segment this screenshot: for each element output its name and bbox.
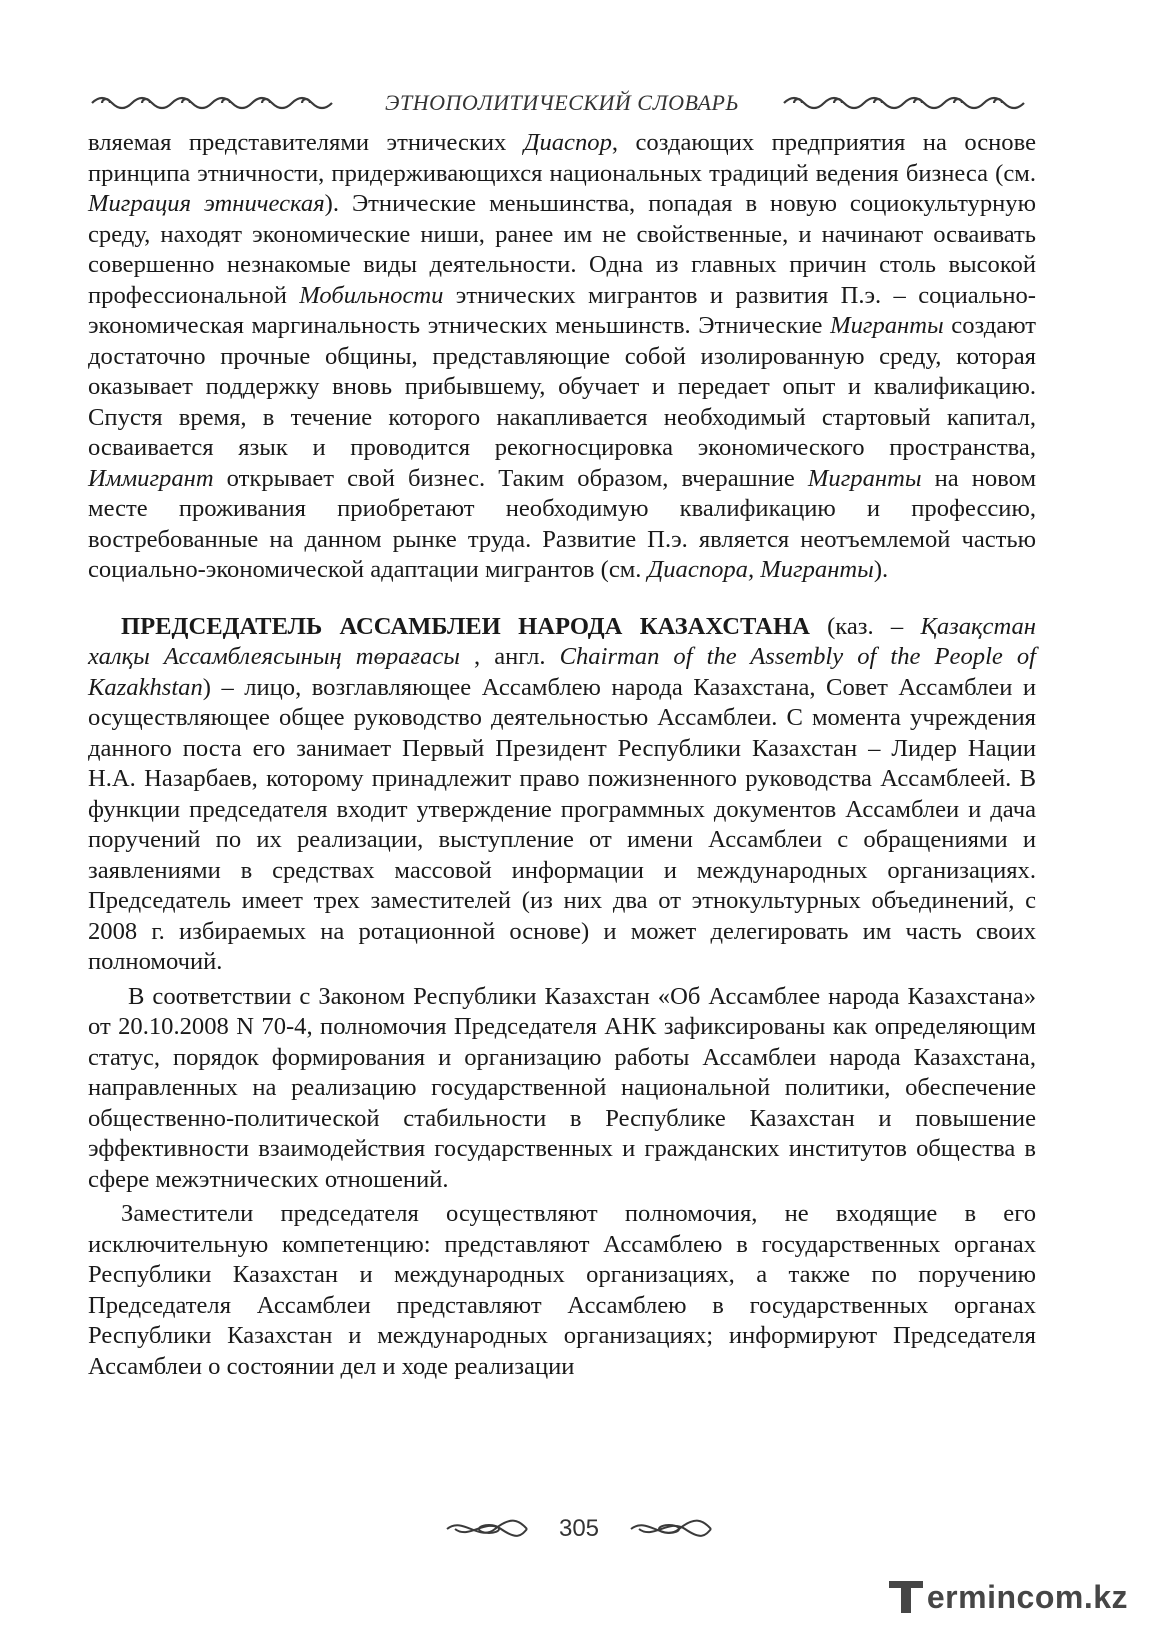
italic-term: Мобильности bbox=[299, 281, 444, 309]
italic-term: Диаспора, Мигранты bbox=[647, 556, 874, 583]
watermark-text: ermincom.kz bbox=[926, 1578, 1128, 1615]
text-run: , создающих предприятия на основе принципа этничности, придерживающихся национальных традиций ведения бизнеса (см. bbox=[88, 129, 1036, 187]
ornament-right-icon bbox=[780, 92, 1036, 114]
entry-chairman-assembly bbox=[88, 612, 1036, 978]
text-run: на новом месте проживания приобретают необходимую квалификацию и профессию, востребованные на данном рынке труда. Развитие П.э. является неотъемлемой частью социально-экономической адаптации мигрантов (см. bbox=[88, 464, 1037, 583]
flourish-left-icon bbox=[445, 1518, 529, 1540]
italic-term: Chairman of the Assembly of the People of Kazakhstan bbox=[88, 643, 1037, 701]
italic-term: Иммигрант bbox=[88, 464, 214, 492]
text-run: ). Этнические меньшинства, попадая в новую социокультурную среду, находят экономические ниши, ранее им не свойственные, и начинают осваивать совершенно незнакомые виды деятельности. Одна из главных причин столь высокой профессиональной bbox=[88, 190, 1036, 309]
italic-term: Қазақстан халқы Ассамблеясының төрағасы bbox=[88, 612, 1036, 670]
flourish-right-icon bbox=[629, 1518, 713, 1540]
text-run: ) – лицо, возглавляющее Ассамблею народа Казахстана, Совет Ассамблеи и осуществляющее общее руководство деятельностью Ассамблеи. С момента учреждения данного поста его занимает Первый Президент Республики Казахстан – Лидер Нации Н.А. Назарбаев, которому принадлежит право пожизненного руководства Ассамблеей. В функции председателя входит утверждение программных документов Ассамблеи и дача поручений по их реализации, выступление от имени Ассамблеи с обращениями и заявлениями в средствах массовой информации и международных организациях. Председатель имеет трех заместителей (из них два от этнокультурных объединений, с 2008 г. избираемых на ротационной основе) и может делегировать им часть своих полномочий. bbox=[88, 673, 1036, 975]
text-run: открывает свой бизнес. Таким образом, вчерашние bbox=[213, 464, 808, 492]
page-number: 305 bbox=[558, 1515, 600, 1542]
dictionary-text bbox=[88, 128, 1036, 1382]
page-footer bbox=[0, 1515, 1158, 1543]
text-run: (каз. – bbox=[809, 612, 921, 640]
paragraph-continuation bbox=[88, 128, 1036, 586]
text-run: ). bbox=[873, 556, 889, 583]
text-run: создают достаточно прочные общины, представляющие собой изолированную среду, которая оказывает поддержку вновь прибывшему, обучает и передает опыт и квалификацию. Спустя время, в течение которого накапливается необходимый стартовый капитал, осваивается язык и проводится рекогносцировка экономического пространства, bbox=[88, 312, 1036, 461]
text-run: В соответствии с Законом Республики Казахстан «Об Ассамблее народа Казахстана» от 20.10.2008 N 70-4, полномочия Председателя АНК зафиксированы как определяющим статус, порядок формирования и организацию работы Ассамблеи народа Казахстана, направленных на реализацию государственной национальной политики, обеспечение общественно-политической стабильности в Республике Казахстан и повышение эффективности взаимодействия государственных и гражданских институтов общества в сфере межэтнических отношений. bbox=[88, 982, 1036, 1193]
running-title: ЭТНОПОЛИТИЧЕСКИЙ СЛОВАРЬ bbox=[385, 90, 739, 115]
italic-term: Миграция этническая bbox=[88, 190, 325, 217]
ornament-left-icon bbox=[88, 92, 344, 114]
t-letter-logo-icon bbox=[887, 1577, 925, 1617]
text-run: , англ. bbox=[459, 643, 560, 670]
text-run: вляемая представителями этнических bbox=[88, 129, 524, 156]
page-header bbox=[88, 88, 1036, 118]
site-watermark bbox=[887, 1577, 1128, 1617]
italic-term: Мигранты bbox=[830, 312, 944, 339]
italic-term: Диаспор bbox=[523, 129, 612, 156]
text-run: Заместители председателя осуществляют полномочия, не входящие в его исключительную компетенцию: представляют Ассамблею в государственных органах Республики Казахстан и международных организациях, а также по поручению Председателя Ассамблеи представляют Ассамблею в государственных органах Республики Казахстан и международных организациях; информируют Председателя Ассамблеи о состоянии дел и ходе реализации bbox=[88, 1200, 1036, 1380]
text-run: этнических мигрантов и развития П.э. – социально-экономическая маргинальность этнических меньшинств. Этнические bbox=[88, 281, 1036, 339]
entry-headword: ПРЕДСЕДАТЕЛЬ АССАМБЛЕИ НАРОДА КАЗАХСТАНА bbox=[121, 612, 810, 640]
italic-term: Мигранты bbox=[807, 464, 922, 492]
paragraph-law-powers bbox=[88, 982, 1036, 1196]
paragraph-deputies bbox=[88, 1199, 1036, 1382]
